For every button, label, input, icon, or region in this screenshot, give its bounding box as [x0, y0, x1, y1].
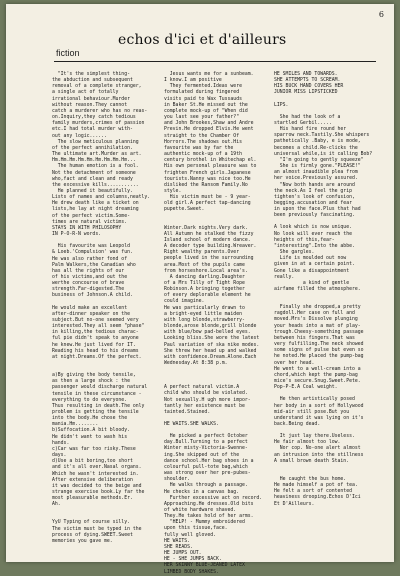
text-line: and it's all over.Nasal organs. [52, 465, 142, 471]
text-line: Nor cop. No-one alert almost [274, 446, 361, 452]
text-line: the abduction and subsequent [52, 78, 133, 84]
text-line: with blue/bow pad-belled eyes. [164, 330, 251, 336]
text-line: favourite was by far the [164, 145, 234, 151]
text-line: c)Car was far too risky.These [52, 446, 136, 452]
text-line: could imagine. [164, 299, 205, 305]
text-line: He drew death like a ticket on [52, 201, 139, 207]
text-line: Further excessive act on record. [164, 495, 263, 501]
text-line: formulated during fingered [164, 90, 240, 96]
text-line: understand it was lying on it's [274, 415, 364, 421]
text-line: you last see your father?" [164, 115, 240, 121]
text-line: an intrusion into the stillness [274, 452, 364, 458]
text-line: "interesting".Into the abbe. [274, 243, 355, 249]
text-line: over her head. [274, 360, 315, 366]
text-line: on.Inquiry,they catch tedious [52, 115, 136, 121]
text-line: Not the detachment of someone [52, 170, 136, 176]
text-line: pathetically .Baby, e is mode, [274, 139, 361, 145]
text-line: No look will ever reach the [274, 231, 352, 237]
text-line: Pop-P-E.A Coal weight. [274, 385, 338, 391]
text-line: JUNIOR MISS LIPSTICKED [274, 90, 338, 96]
text-line: Right wealthy parents.Over [164, 250, 240, 256]
text-line: complete mock-up of "When did [164, 108, 248, 114]
text-line: "I'm going to gently squeeze" [274, 157, 364, 163]
text-line: it was decided to the beige and [52, 483, 142, 489]
text-line: He planned it beautifully. [52, 188, 133, 194]
text-line: ful pie didn't speak to anyone [52, 336, 139, 342]
text-line: into the body.He chose the [52, 416, 128, 422]
text-line: tighten's look of confusion, [274, 194, 355, 200]
text-line: some signs of pulse but even so [274, 348, 364, 354]
text-line: Jesus wants me for a sunbeam. [164, 72, 254, 77]
text-line: His hand fire round her [274, 127, 347, 133]
text-line: has all the rights of our [52, 268, 125, 274]
text-line: Not sexually.H ugh more impor- [164, 397, 251, 403]
text-line: & Loeb.'Compulsion' was fun. [52, 250, 133, 256]
text-column-3 [274, 72, 382, 508]
text-line: in killing,the tedious charac- [52, 330, 139, 336]
text-line: werthe concourse of brave [52, 281, 125, 287]
text-line: heaviness drooping.Echos D'Ici [274, 495, 361, 501]
text-line: of the perfect victim.Some- [52, 213, 130, 219]
text-line: he noted.He placed the pump-bag [274, 354, 364, 360]
text-line: becomes a child.Re-clicks the [274, 145, 358, 151]
text-line: of white hardware shaved. [164, 508, 237, 513]
text-line: etc.I had total murder with- [52, 127, 133, 133]
text-line: fully well gloved. [164, 532, 216, 538]
text-line: times are natural victims. [52, 219, 128, 225]
text-line: startled Gerbil..... [274, 120, 332, 126]
text-line: century brothel in Whitechap el. [164, 158, 257, 164]
text-line: A dancing darling.Daughter [164, 274, 245, 280]
text-line: a)By giving the body tensile, [52, 373, 136, 379]
text-line: with long blonde,strawberry- [164, 317, 245, 323]
text-line: begging.accusation and fear [274, 200, 352, 206]
text-line: sparrow neck.Tastily.She whispers [274, 133, 370, 139]
text-line: tourists.Nanny was nice too.He [164, 176, 251, 182]
text-line: Hm.Hm.Hm.Hm.Hm.Hm.Hm.Hm.Hm... [52, 158, 136, 164]
text-line: ing.She skipped out of the [164, 452, 240, 458]
text-line: blonde,arose blonde,grill blonde [164, 324, 257, 330]
text-line: colourful pull-tote bag,which [164, 464, 248, 470]
text-line: HE WAITS. [164, 538, 190, 544]
text-line: old girl.A perfect tap-dancing [164, 201, 251, 207]
text-line: day.Bull.Turning to a perfect [164, 440, 248, 446]
text-line: hands. [52, 440, 70, 446]
text-line: HE - SHE JUMPS BACK. [164, 557, 222, 563]
text-line: HIS BUCK HAND COVERS HER [274, 84, 344, 90]
text-line: tensile in these circumstance - [52, 391, 142, 397]
text-line: the excessive kills........... [52, 182, 139, 188]
text-line: Gone like a disappointment [274, 268, 350, 274]
text-line: of a Mrs Tilly of Tight Rope [164, 281, 245, 286]
text-line: STAYS IN WITH PHILOSOPHY [52, 225, 122, 231]
text-line: disliked the Ransom Family.No [164, 182, 248, 188]
text-line: LIPS. [274, 102, 289, 108]
text-line: mice's secure.Snug.Sweet.Pete. [274, 379, 361, 385]
text-line: lists,he lay at night dreaming [52, 207, 139, 213]
text-line: His favourite was Leopold [52, 244, 130, 250]
text-line: He was also rather fond of [52, 256, 128, 262]
text-line: chord,which kept the pump-bag [274, 372, 358, 378]
text-line: removal of a complete stranger, [52, 84, 142, 90]
text-line: Robinson.A bringing together [164, 287, 245, 293]
text-line: A decoder type building.Wreaver. [164, 244, 257, 250]
text-line: She threw her head up and walked [164, 348, 257, 354]
text-line: The human emotion is a fool. [52, 164, 139, 170]
text-line: HE WAITS.SHE WALKS. [164, 421, 219, 427]
text-line: people lived in the surrounding [164, 256, 254, 262]
text-line: After extensive deliberation [52, 477, 133, 483]
text-line: b)Suffocation.A bit bloody. [52, 428, 130, 434]
text-line: of his victims,and out the [52, 275, 128, 280]
text-line: A perfect natural victim.A [164, 385, 240, 391]
text-line: area.Most of the pupils came [164, 262, 245, 268]
text-line: They.He takes hold of her arms. [164, 514, 254, 520]
text-line: His victim must be - 9 year- [164, 195, 251, 201]
text-line: authentic mock-up of a 19th [164, 152, 242, 158]
text-line: He caught the bus home. [274, 476, 347, 482]
text-line: airfame filled the atmosphere. [274, 287, 361, 292]
text-line: subject.But no-one seemed very [52, 317, 139, 323]
text-line: catch a murderer who has no reas- [52, 108, 148, 114]
text-column-1 [52, 72, 162, 545]
text-line: he knew.He just lived for IT. [52, 342, 136, 348]
text-line: with confidence.Dream.Alone.Each [164, 354, 257, 360]
text-line: He then artistically posed [274, 397, 355, 403]
text-line: child who should be violated. [164, 391, 248, 397]
text-line: family murders,crimes of passion [52, 121, 145, 127]
magazine-page [6, 4, 394, 575]
text-line: He felt a sort of contented [274, 489, 352, 495]
text-line: It just lay there.Useless. [274, 434, 355, 440]
text-line: passenger would discharge natural [52, 385, 148, 391]
text-line: trough.Cheesy-something passage [274, 329, 364, 335]
text-line: Horrors.The shadows out.His [164, 139, 242, 145]
story-title: echos d'ici et d'ailleurs [118, 32, 287, 48]
text-line: back.Being dead. [274, 421, 321, 427]
text-line: process of dying.SWEET.Sweet [52, 532, 133, 538]
text-line: YyU Typing of course silly. [52, 520, 130, 526]
text-line: tainted.Stained. [164, 409, 211, 415]
text-line: SHE ATTEMPTS TO SCREAM. [274, 78, 341, 84]
text-line: IN P-O-R-N words. [52, 232, 102, 238]
text-line: He picked a perfect October [164, 434, 248, 440]
text-line: everything to do everyone. [52, 397, 128, 403]
text-line: Winter misty-Victoria-Swenne- [164, 446, 248, 452]
text-line: of the perfect annihilation. [52, 145, 133, 151]
text-line: She is firmly gone."PLEASE!" [274, 164, 361, 170]
text-line: mania.Hm........ [52, 422, 99, 428]
text-line: They fermented.Ideas were [164, 84, 242, 90]
text-line: really. [274, 274, 295, 280]
text-line: as then a large shock : the [52, 379, 130, 385]
text-line: All Autumn he stalked the fizzy [164, 231, 254, 237]
text-line: He walks through a passage. [164, 483, 248, 489]
text-line: His own personal pleasure was to [164, 164, 257, 170]
text-line: her body in a sort of Hollywood [274, 403, 364, 409]
text-line: most pleasurable methods.Er. [52, 496, 133, 502]
text-line: HE SMILES AND TOWARDS. [274, 72, 338, 77]
text-line: Looking bliss.She wore the latest [164, 336, 260, 342]
text-line: Which he wasn't interested in. [52, 471, 139, 477]
text-line: He went to a well-cream into a [274, 366, 361, 372]
text-line: ragdoll.Her case on full and [274, 311, 355, 317]
text-line: out any logic...... [52, 133, 107, 139]
text-line: He was particularly drawn to [164, 305, 245, 311]
text-line: Island school of modern dance. [164, 237, 251, 243]
text-line: in upon the face.Plus that had [274, 207, 361, 213]
text-line: her voice.Previously assured. [274, 176, 358, 182]
text-line: who,fact and clean and ready [52, 176, 133, 182]
text-line: upon this tissue,face. [164, 526, 228, 532]
text-line: She gargles. [274, 250, 315, 256]
text-line: tantly her existence must be [164, 403, 245, 409]
text-line: moved.Mrs's Dissolve plunging [274, 317, 358, 323]
section-label: fiction [56, 48, 80, 58]
text-line: irrational behaviour.Murder [52, 96, 130, 102]
text-line: LIMBED BODY SHAKES. [164, 569, 219, 575]
text-line: Lists of names and columns,neatly. [52, 195, 151, 201]
text-line: memories you gave me. [52, 538, 113, 544]
text-line: "Now both hands are around [274, 182, 355, 188]
text-line: HE JUMPS OUT. [164, 551, 202, 557]
text-line: A small brown death Stain. [274, 458, 350, 464]
text-line: Ah. [52, 502, 61, 508]
text-line: a kind of gentle [274, 280, 350, 286]
text-line: and John Brookes,Shaw and Andre [164, 121, 254, 127]
text-line: SHE READS. [164, 544, 193, 550]
text-line: between his fingers.That was [274, 335, 355, 341]
text-line: of every deplorable element he [164, 293, 251, 299]
text-line: I know.I am positive [164, 78, 222, 84]
text-line: very fulfilling.The neck showed [274, 342, 364, 348]
text-line: "It's the simplest thing- [52, 72, 130, 77]
text-line: strength.Far-digested.The [52, 287, 125, 293]
text-column-2 [164, 72, 274, 576]
text-line: a bright-eyed little maiden [164, 311, 242, 317]
text-line: He didn't want to wash his [52, 434, 128, 440]
text-line: universal while,is it calling Bob? [274, 151, 373, 157]
text-line: was strong over her pre-pubes- [164, 471, 251, 477]
text-line: the neck.As I feel the grip [274, 188, 352, 194]
text-line: problem is getting the tensile [52, 409, 139, 415]
text-line: visits paid to Wax Tussauds [164, 96, 242, 102]
text-line: a single act of totally [52, 90, 119, 96]
text-line: shoulder. [164, 477, 190, 483]
text-line: The ultimate art.Murder as art. [52, 152, 142, 158]
text-line: an almost inaudible plea from [274, 170, 358, 176]
text-line: without reason.They cannot [52, 102, 128, 108]
text-line: "HELP! - Mummy embroidered [164, 520, 245, 526]
text-line: Life is moulded out now [274, 256, 347, 262]
text-line: after-dinner speaker on the [52, 311, 130, 317]
text-line: Palm Walkers,the Canadian who [52, 262, 136, 268]
text-line: He fair almost too low. [274, 440, 341, 446]
header-divider [54, 61, 376, 62]
text-line: interested.They all seem "phase" [52, 324, 145, 330]
text-line: Wednesday.At 8:38 p.m. [164, 361, 228, 367]
text-line: mid-air still pose.But you [274, 409, 350, 415]
text-line: A look which is now unique. [274, 225, 352, 231]
text-line: at night.Dreams.Of the perfect. [52, 354, 142, 360]
text-line: He would make an excellent [52, 305, 128, 311]
text-line: given in at a certain point. [274, 262, 355, 268]
text-line: days. [52, 453, 67, 459]
text-line: pupette.Sweet. [164, 207, 205, 213]
text-line: Paul variation of ska nike modes. [164, 342, 260, 348]
text-line: The slow meticulous planning [52, 139, 139, 145]
text-line: Previn.He dropped Elvis.He went [164, 127, 254, 133]
text-line: strange exercise book.Ly far the [52, 490, 145, 495]
text-line: He checks in a canvas bag. [164, 489, 240, 495]
text-line: Reading his head to his dreams [52, 348, 139, 354]
page-number: 6 [378, 10, 384, 19]
text-line: Et D'Ailleurs. [274, 501, 315, 507]
text-line: straight to the Chamber Of [164, 133, 240, 139]
text-line: Finally she dropped,a pretty [274, 305, 361, 311]
text-line: dance school.Her bag shoes in a [164, 458, 254, 464]
text-line: heights of this,fear- [274, 237, 335, 243]
text-line: The victim must be typed in the [52, 526, 142, 532]
text-line: from horseshore.Local area's. [164, 268, 248, 274]
text-line: your heads into a mat of play- [274, 323, 361, 329]
text-line: Winter.Dark nights.Very dark. [164, 225, 248, 231]
text-line: Approaching.He dresses.Old bits [164, 501, 254, 507]
text-line: style. [164, 188, 182, 194]
text-line: in Baker St.He missed out the [164, 102, 248, 108]
text-line: business of Johnson.A child. [52, 293, 133, 299]
text-line: been previously fascinating. [274, 213, 355, 219]
text-line: Thus resulting in death.The only [52, 403, 145, 409]
text-line: He made himself a pot of tea. [274, 483, 358, 489]
text-line: frighten French girls.Japanese [164, 170, 251, 176]
text-line: d)Use a bit boring,too short [52, 459, 133, 465]
text-line: HER SKINNY BLUE-JEANED LATEX [164, 563, 245, 569]
text-line: She had the look of a [274, 114, 341, 120]
